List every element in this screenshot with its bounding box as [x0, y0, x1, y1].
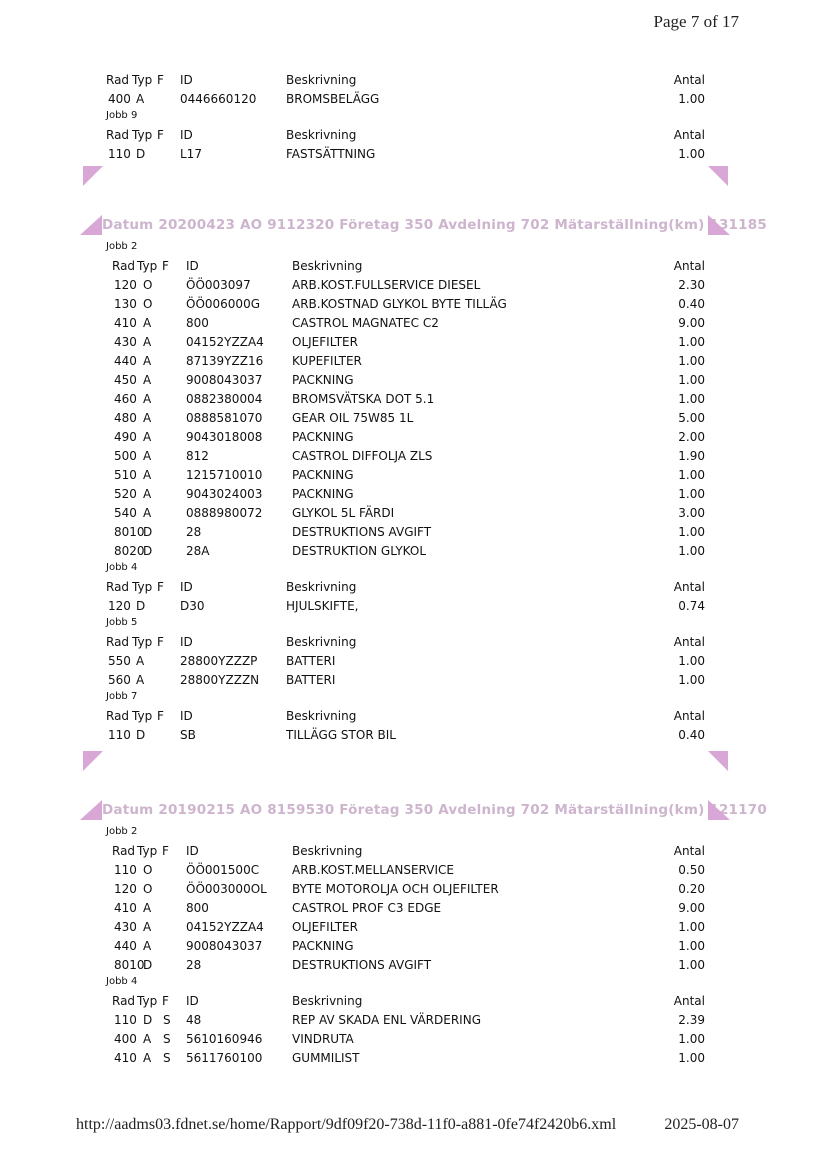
column-header-id: ID [180, 580, 193, 594]
table-row [112, 409, 732, 427]
cell-typ: A [143, 335, 152, 349]
cell-antal: 0.20 [678, 882, 705, 896]
cell-beskrivning: PACKNING [292, 373, 354, 387]
cell-rad: 430 [114, 335, 137, 349]
cell-id: ÖÖ003000OL [186, 882, 267, 896]
cell-beskrivning: DESTRUKTIONS AVGIFT [292, 525, 432, 539]
column-header-beskrivning: Beskrivning [292, 844, 363, 858]
table-row [112, 485, 732, 503]
column-header-beskrivning: Beskrivning [292, 994, 363, 1008]
column-header-rad: Rad [106, 73, 130, 87]
table-row [112, 918, 732, 936]
cell-typ: D [136, 147, 146, 161]
cell-antal: 1.90 [678, 449, 705, 463]
cell-antal: 1.00 [678, 487, 705, 501]
section-end-left-marker [83, 166, 103, 186]
column-header-f: F [162, 259, 169, 273]
cell-antal: 0.50 [678, 863, 705, 877]
cell-rad: 130 [114, 297, 137, 311]
cell-beskrivning: BATTERI [286, 654, 336, 668]
cell-id: 9008043037 [186, 939, 263, 953]
column-header-row [106, 71, 726, 89]
column-header-f: F [157, 709, 164, 723]
cell-beskrivning: PACKNING [292, 430, 354, 444]
cell-rad: 560 [108, 673, 131, 687]
cell-antal: 1.00 [678, 673, 705, 687]
cell-beskrivning: GLYKOL 5L FÄRDI [292, 506, 395, 520]
table-row [112, 314, 732, 332]
cell-typ: O [143, 297, 153, 311]
cell-id: 28A [186, 544, 210, 558]
column-header-beskrivning: Beskrivning [292, 259, 363, 273]
cell-antal: 1.00 [678, 920, 705, 934]
cell-antal: 1.00 [678, 147, 705, 161]
cell-rad: 400 [114, 1032, 137, 1046]
column-header-rad: Rad [106, 635, 130, 649]
cell-id: SB [180, 728, 196, 742]
cell-typ: O [143, 278, 153, 292]
column-header-beskrivning: Beskrivning [286, 128, 357, 142]
cell-rad: 8010 [114, 525, 145, 539]
cell-id: 9043018008 [186, 430, 263, 444]
table-row [112, 428, 732, 446]
table-row [106, 597, 726, 615]
column-header-typ: Typ [137, 994, 158, 1008]
column-header-beskrivning: Beskrivning [286, 580, 357, 594]
job-label: Jobb 4 [106, 976, 138, 987]
cell-antal: 0.40 [678, 297, 705, 311]
table-row [112, 880, 732, 898]
section-corner-right [708, 800, 730, 820]
cell-antal: 1.00 [678, 92, 705, 106]
cell-typ: D [143, 525, 153, 539]
cell-beskrivning: CASTROL MAGNATEC C2 [292, 316, 439, 330]
column-header-beskrivning: Beskrivning [286, 635, 357, 649]
cell-id: 0882380004 [186, 392, 263, 406]
cell-typ: A [136, 673, 145, 687]
cell-f: S [163, 1013, 171, 1027]
cell-typ: A [143, 373, 152, 387]
cell-rad: 550 [108, 654, 131, 668]
column-header-id: ID [186, 259, 199, 273]
column-header-beskrivning: Beskrivning [286, 73, 357, 87]
section-corner-right [708, 215, 730, 235]
cell-id: 28800YZZZP [180, 654, 258, 668]
cell-rad: 450 [114, 373, 137, 387]
column-header-row [106, 707, 726, 725]
table-row [112, 1011, 732, 1029]
cell-antal: 1.00 [678, 354, 705, 368]
column-header-typ: Typ [137, 259, 158, 273]
table-row [112, 466, 732, 484]
table-row [112, 542, 732, 560]
job-label: Jobb 2 [106, 241, 138, 252]
cell-beskrivning: BYTE MOTOROLJA OCH OLJEFILTER [292, 882, 499, 896]
table-row [112, 523, 732, 541]
cell-beskrivning: OLJEFILTER [292, 920, 358, 934]
cell-rad: 520 [114, 487, 137, 501]
cell-id: 800 [186, 316, 209, 330]
cell-antal: 2.39 [678, 1013, 705, 1027]
cell-id: 28 [186, 525, 202, 539]
cell-beskrivning: PACKNING [292, 939, 354, 953]
cell-id: 0446660120 [180, 92, 257, 106]
column-header-f: F [157, 580, 164, 594]
cell-typ: D [143, 544, 153, 558]
cell-id: ÖÖ006000G [186, 297, 260, 311]
cell-antal: 2.30 [678, 278, 705, 292]
cell-id: 0888581070 [186, 411, 263, 425]
cell-rad: 110 [108, 147, 131, 161]
table-row [106, 145, 726, 163]
table-row [112, 861, 732, 879]
job-label: Jobb 5 [106, 617, 138, 628]
cell-rad: 110 [114, 1013, 137, 1027]
job-label: Jobb 9 [106, 110, 138, 121]
cell-beskrivning: PACKNING [292, 487, 354, 501]
cell-antal: 1.00 [678, 958, 705, 972]
cell-antal: 1.00 [678, 1032, 705, 1046]
column-header-f: F [157, 635, 164, 649]
column-header-antal: Antal [673, 73, 705, 87]
cell-antal: 1.00 [678, 335, 705, 349]
cell-rad: 110 [114, 863, 137, 877]
cell-beskrivning: GUMMILIST [292, 1051, 360, 1065]
cell-beskrivning: OLJEFILTER [292, 335, 358, 349]
section-corner-left [80, 215, 102, 235]
table-row [112, 295, 732, 313]
column-header-f: F [157, 128, 164, 142]
column-header-row [112, 257, 732, 275]
cell-typ: O [143, 882, 153, 896]
cell-antal: 2.00 [678, 430, 705, 444]
cell-beskrivning: PACKNING [292, 468, 354, 482]
cell-id: D30 [180, 599, 205, 613]
cell-id: 5611760100 [186, 1051, 263, 1065]
cell-typ: O [143, 863, 153, 877]
cell-antal: 1.00 [678, 1051, 705, 1065]
cell-typ: A [143, 920, 152, 934]
cell-id: 812 [186, 449, 209, 463]
cell-beskrivning: BROMSBELÄGG [286, 92, 380, 106]
section-title: Datum 20190215 AO 8159530 Företag 350 Avdelning 702 Mätarställning(km) 121170 [102, 802, 767, 818]
cell-id: 04152YZZA4 [186, 335, 264, 349]
column-header-antal: Antal [673, 844, 705, 858]
cell-beskrivning: TILLÄGG STOR BIL [286, 728, 396, 742]
table-row [112, 390, 732, 408]
table-row [112, 371, 732, 389]
cell-id: ÖÖ003097 [186, 278, 251, 292]
table-row [106, 652, 726, 670]
cell-id: L17 [180, 147, 202, 161]
cell-id: ÖÖ001500C [186, 863, 260, 877]
column-header-antal: Antal [673, 128, 705, 142]
cell-typ: D [143, 958, 153, 972]
column-header-f: F [162, 994, 169, 1008]
cell-f: S [163, 1032, 171, 1046]
cell-typ: A [143, 430, 152, 444]
cell-antal: 1.00 [678, 468, 705, 482]
section-end-left-marker [83, 751, 103, 771]
cell-beskrivning: ARB.KOST.MELLANSERVICE [292, 863, 454, 877]
cell-beskrivning: DESTRUKTION GLYKOL [292, 544, 426, 558]
cell-rad: 540 [114, 506, 137, 520]
cell-typ: A [143, 506, 152, 520]
column-header-row [106, 578, 726, 596]
cell-typ: A [143, 487, 152, 501]
cell-antal: 1.00 [678, 654, 705, 668]
column-header-row [106, 126, 726, 144]
column-header-id: ID [180, 73, 193, 87]
cell-rad: 120 [114, 882, 137, 896]
cell-rad: 490 [114, 430, 137, 444]
table-row [112, 333, 732, 351]
column-header-typ: Typ [132, 128, 153, 142]
column-header-antal: Antal [673, 259, 705, 273]
cell-rad: 8020 [114, 544, 145, 558]
cell-id: 48 [186, 1013, 202, 1027]
cell-rad: 500 [114, 449, 137, 463]
table-row [106, 671, 726, 689]
cell-typ: A [143, 1051, 152, 1065]
cell-typ: A [143, 316, 152, 330]
cell-antal: 0.40 [678, 728, 705, 742]
cell-id: 04152YZZA4 [186, 920, 264, 934]
cell-beskrivning: GEAR OIL 75W85 1L [292, 411, 414, 425]
cell-rad: 120 [114, 278, 137, 292]
cell-typ: A [143, 1032, 152, 1046]
cell-typ: A [143, 354, 152, 368]
cell-typ: A [136, 92, 145, 106]
table-row [112, 504, 732, 522]
cell-antal: 5.00 [678, 411, 705, 425]
cell-rad: 8010 [114, 958, 145, 972]
column-header-rad: Rad [106, 128, 130, 142]
column-header-id: ID [180, 709, 193, 723]
column-header-f: F [157, 73, 164, 87]
cell-antal: 9.00 [678, 316, 705, 330]
cell-id: 87139YZZ16 [186, 354, 264, 368]
column-header-typ: Typ [132, 73, 153, 87]
cell-beskrivning: DESTRUKTIONS AVGIFT [292, 958, 432, 972]
column-header-row [112, 842, 732, 860]
cell-typ: A [143, 939, 152, 953]
cell-beskrivning: CASTROL PROF C3 EDGE [292, 901, 442, 915]
column-header-antal: Antal [673, 994, 705, 1008]
table-row [106, 726, 726, 744]
cell-rad: 440 [114, 354, 137, 368]
table-row [112, 276, 732, 294]
cell-rad: 510 [114, 468, 137, 482]
cell-beskrivning: BATTERI [286, 673, 336, 687]
cell-antal: 3.00 [678, 506, 705, 520]
cell-beskrivning: ARB.KOSTNAD GLYKOL BYTE TILLÄG [292, 297, 507, 311]
cell-beskrivning: HJULSKIFTE, [286, 599, 359, 613]
cell-antal: 1.00 [678, 392, 705, 406]
cell-typ: A [143, 411, 152, 425]
section-header [80, 214, 767, 236]
column-header-id: ID [180, 128, 193, 142]
cell-typ: A [143, 449, 152, 463]
cell-id: 5610160946 [186, 1032, 263, 1046]
cell-antal: 1.00 [678, 525, 705, 539]
cell-typ: A [143, 468, 152, 482]
cell-beskrivning: CASTROL DIFFOLJA ZLS [292, 449, 433, 463]
section-end-right-marker [708, 166, 728, 186]
cell-beskrivning: BROMSVÄTSKA DOT 5.1 [292, 392, 435, 406]
cell-rad: 120 [108, 599, 131, 613]
cell-rad: 460 [114, 392, 137, 406]
cell-rad: 400 [108, 92, 131, 106]
table-row [112, 1049, 732, 1067]
section-corner-left [80, 800, 102, 820]
cell-antal: 1.00 [678, 544, 705, 558]
cell-id: 9008043037 [186, 373, 263, 387]
table-row [112, 956, 732, 974]
column-header-rad: Rad [106, 580, 130, 594]
footer-date: 2025-08-07 [664, 1116, 739, 1133]
column-header-antal: Antal [673, 580, 705, 594]
section-end-right-marker [708, 751, 728, 771]
cell-antal: 1.00 [678, 373, 705, 387]
column-header-typ: Typ [137, 844, 158, 858]
table-row [112, 352, 732, 370]
cell-rad: 110 [108, 728, 131, 742]
cell-beskrivning: FASTSÄTTNING [286, 147, 376, 161]
cell-rad: 440 [114, 939, 137, 953]
cell-typ: A [143, 392, 152, 406]
cell-beskrivning: KUPEFILTER [292, 354, 362, 368]
cell-id: 9043024003 [186, 487, 263, 501]
cell-id: 1215710010 [186, 468, 263, 482]
column-header-id: ID [186, 844, 199, 858]
cell-rad: 480 [114, 411, 137, 425]
cell-beskrivning: VINDRUTA [292, 1032, 354, 1046]
cell-antal: 1.00 [678, 939, 705, 953]
cell-rad: 410 [114, 1051, 137, 1065]
table-row [112, 1030, 732, 1048]
job-label: Jobb 7 [106, 691, 138, 702]
cell-id: 28800YZZZN [180, 673, 260, 687]
cell-typ: D [136, 728, 146, 742]
column-header-rad: Rad [112, 844, 136, 858]
section-header [80, 799, 767, 821]
cell-typ: D [136, 599, 146, 613]
footer-url: http://aadms03.fdnet.se/home/Rapport/9df09f20-738d-11f0-a881-0fe74f2420b6.xml [76, 1116, 617, 1133]
cell-f: S [163, 1051, 171, 1065]
column-header-beskrivning: Beskrivning [286, 709, 357, 723]
cell-beskrivning: ARB.KOST.FULLSERVICE DIESEL [292, 278, 481, 292]
cell-id: 0888980072 [186, 506, 263, 520]
job-label: Jobb 4 [106, 562, 138, 573]
table-row [106, 90, 726, 108]
table-row [112, 937, 732, 955]
column-header-row [112, 992, 732, 1010]
column-header-f: F [162, 844, 169, 858]
cell-rad: 430 [114, 920, 137, 934]
column-header-antal: Antal [673, 635, 705, 649]
cell-antal: 0.74 [678, 599, 705, 613]
cell-typ: D [143, 1013, 153, 1027]
column-header-antal: Antal [673, 709, 705, 723]
table-row [112, 899, 732, 917]
cell-id: 28 [186, 958, 202, 972]
cell-rad: 410 [114, 316, 137, 330]
cell-typ: A [136, 654, 145, 668]
cell-antal: 9.00 [678, 901, 705, 915]
column-header-typ: Typ [132, 709, 153, 723]
column-header-id: ID [186, 994, 199, 1008]
cell-beskrivning: REP AV SKADA ENL VÄRDERING [292, 1013, 481, 1027]
column-header-rad: Rad [112, 259, 136, 273]
column-header-row [106, 633, 726, 651]
section-title: Datum 20200423 AO 9112320 Företag 350 Avdelning 702 Mätarställning(km) 131185 [102, 217, 767, 233]
job-label: Jobb 2 [106, 826, 138, 837]
column-header-rad: Rad [106, 709, 130, 723]
column-header-typ: Typ [132, 580, 153, 594]
column-header-typ: Typ [132, 635, 153, 649]
column-header-rad: Rad [112, 994, 136, 1008]
table-row [112, 447, 732, 465]
cell-rad: 410 [114, 901, 137, 915]
cell-typ: A [143, 901, 152, 915]
column-header-id: ID [180, 635, 193, 649]
page-number: Page 7 of 17 [653, 12, 739, 31]
cell-id: 800 [186, 901, 209, 915]
